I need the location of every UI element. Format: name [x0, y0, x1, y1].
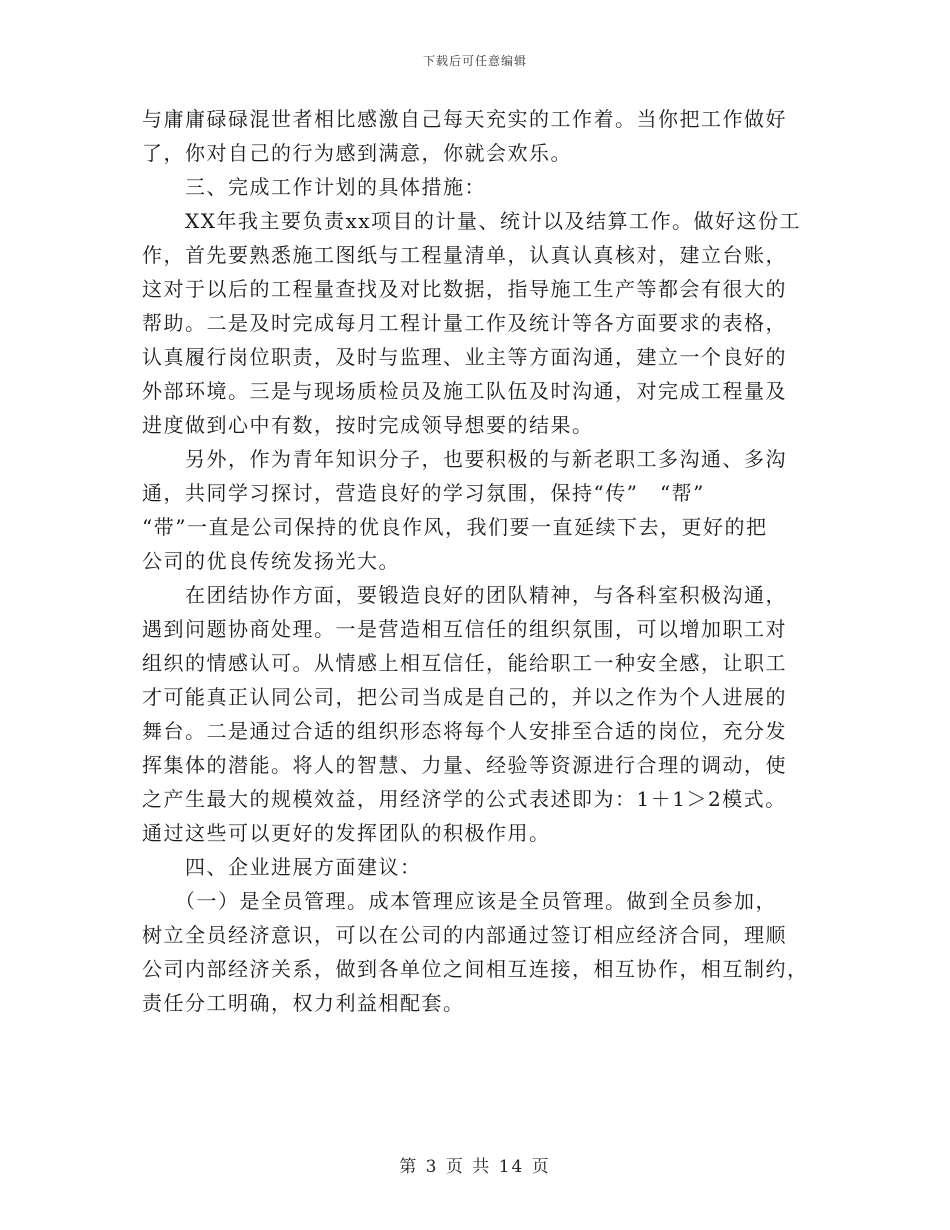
text-line: 舞台。二是通过合适的组织形态将每个人安排至合适的岗位，充分发 [142, 719, 787, 743]
text-line: 公司内部经济关系，做到各单位之间相互连接，相互协作，相互制约， [142, 957, 809, 981]
text-line: 进度做到心中有数，按时完成领导想要的结果。 [142, 413, 594, 437]
text-line: 通，共同学习探讨，营造良好的学习氛围，保持“传” “帮” [142, 481, 705, 505]
text-line: 之产生最大的规模效益，用经济学的公式表述即为：1＋1＞2模式。 [142, 787, 787, 811]
text-line: 在团结协作方面，要锻造良好的团队精神，与各科室积极沟通， [142, 583, 787, 607]
text-line: 作，首先要熟悉施工图纸与工程量清单，认真认真核对，建立台账， [142, 243, 787, 267]
text-line: 这对于以后的工程量查找及对比数据，指导施工生产等都会有很大的 [142, 277, 787, 301]
text-line: 认真履行岗位职责，及时与监理、业主等方面沟通，建立一个良好的 [142, 345, 787, 369]
page-header-note: 下载后可任意编辑 [422, 54, 527, 68]
document-body [142, 102, 809, 1020]
text-line: 才可能真正认同公司，把公司当成是自己的，并以之作为个人进展的 [142, 685, 787, 709]
text-line: 遇到问题协商处理。一是营造相互信任的组织氛围，可以增加职工对 [142, 617, 787, 641]
text-line: 责任分工明确，权力利益相配套。 [142, 991, 465, 1015]
text-line: 通过这些可以更好的发挥团队的积极作用。 [142, 821, 551, 845]
text-line: 另外，作为青年知识分子，也要积极的与新老职工多沟通、多沟 [142, 447, 787, 471]
text-line: “带”一直是公司保持的优良作风，我们要一直延续下去，更好的把 [142, 515, 768, 539]
text-line: XX年我主要负责xx项目的计量、统计以及结算工作。做好这份工 [142, 209, 802, 233]
section-heading: 三、完成工作计划的具体措施： [142, 175, 486, 199]
text-line: 组织的情感认可。从情感上相互信任，能给职工一种安全感，让职工 [142, 651, 787, 675]
text-line: 公司的优良传统发扬光大。 [142, 549, 400, 573]
text-line: 树立全员经济意识，可以在公司的内部通过签订相应经济合同，理顺 [142, 923, 787, 947]
text-line: （一）是全员管理。成本管理应该是全员管理。做到全员参加， [142, 889, 777, 913]
text-line: 与庸庸碌碌混世者相比感激自己每天充实的工作着。当你把工作做好 [142, 107, 787, 131]
text-line: 外部环境。三是与现场质检员及施工队伍及时沟通，对完成工程量及 [142, 379, 787, 403]
text-line: 了，你对自己的行为感到满意，你就会欢乐。 [142, 141, 572, 165]
section-heading: 四、企业进展方面建议： [142, 855, 422, 879]
text-line: 挥集体的潜能。将人的智慧、力量、经验等资源进行合理的调动，使 [142, 753, 787, 777]
text-line: 帮助。二是及时完成每月工程计量工作及统计等各方面要求的表格， [142, 311, 787, 335]
page-number: 第 3 页 共 14 页 [399, 1157, 551, 1177]
